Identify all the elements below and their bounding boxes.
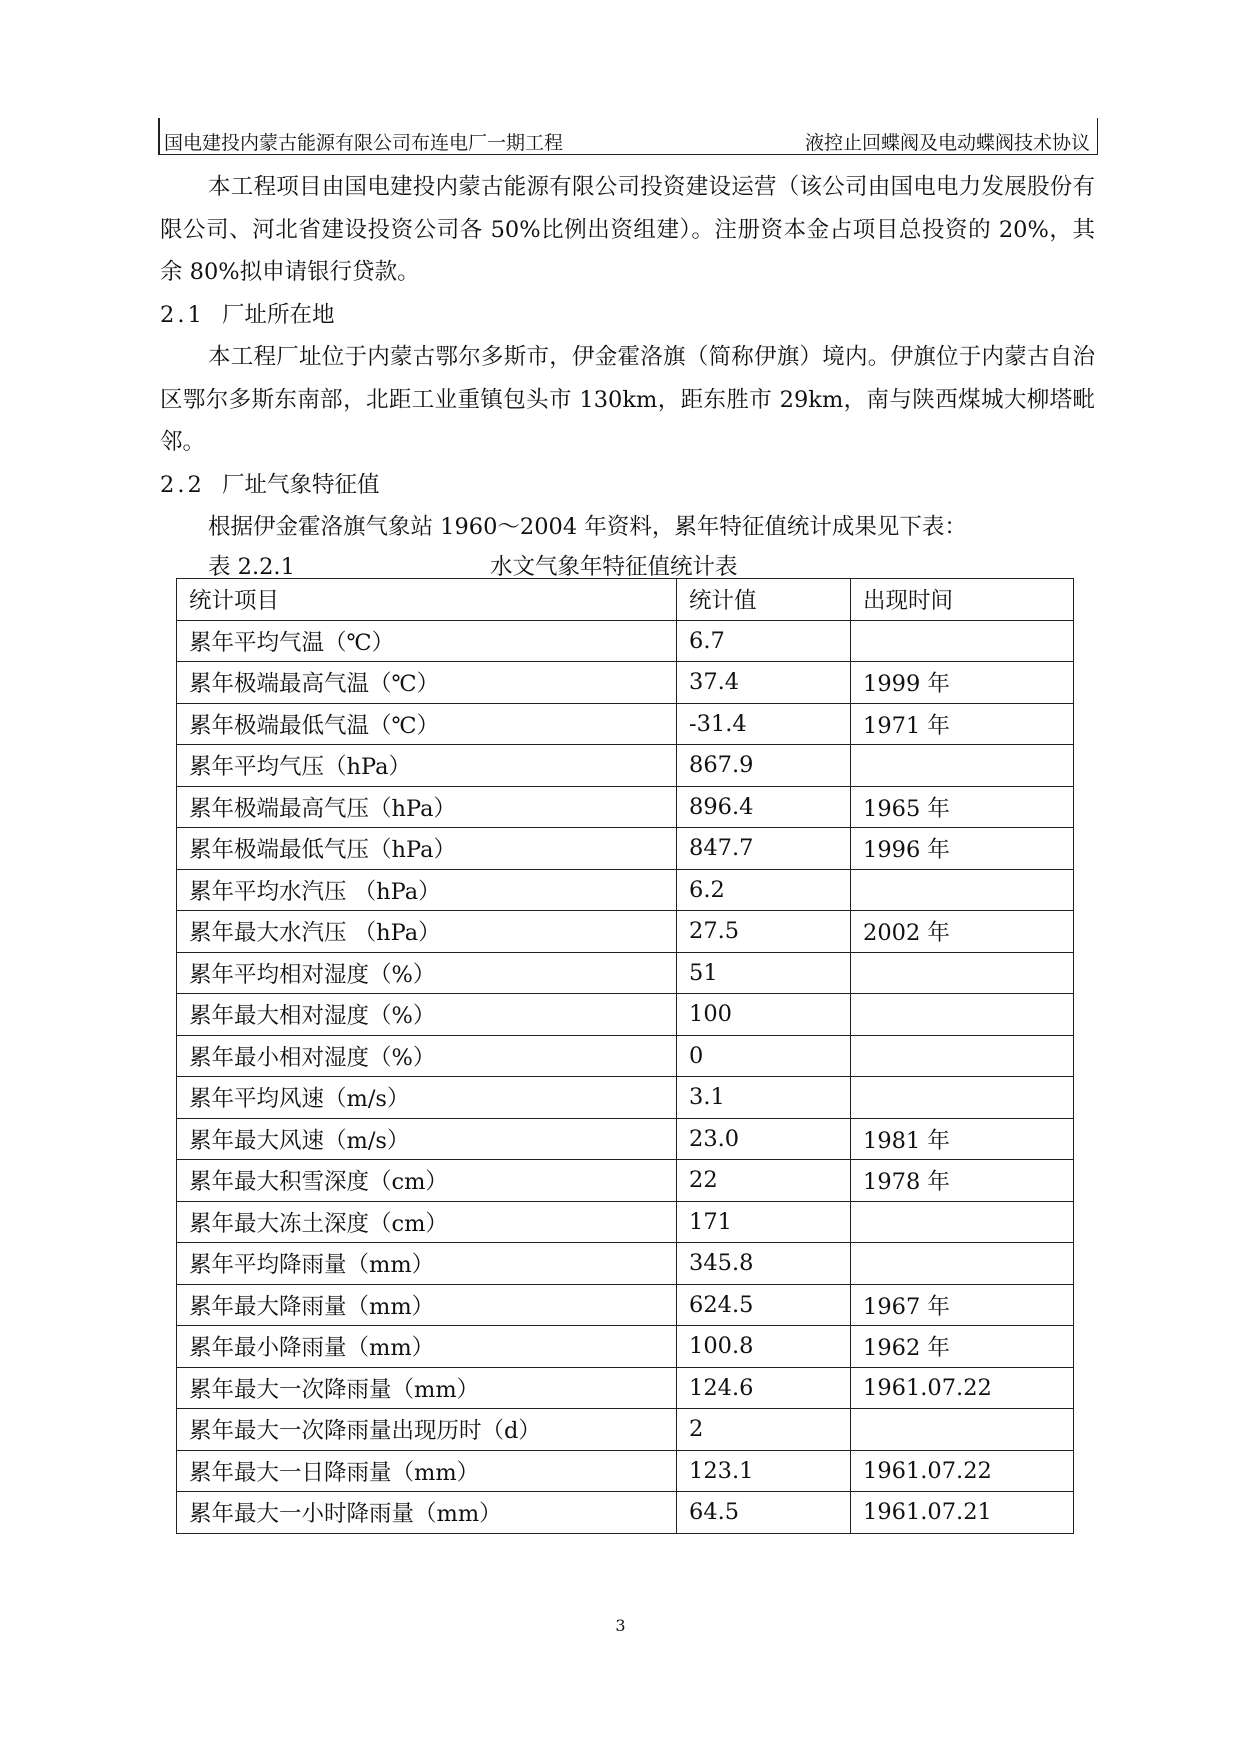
value-cell: 37.4 — [677, 662, 851, 704]
table-row — [177, 703, 1074, 745]
table-row — [177, 1450, 1074, 1492]
table-row — [177, 869, 1074, 911]
section-number: 2.1 — [160, 301, 205, 328]
table-row — [177, 1326, 1074, 1368]
table-row — [177, 994, 1074, 1036]
value-cell: 100 — [677, 994, 851, 1036]
header-left-rule — [158, 118, 160, 154]
item-cell: 累年极端最高气温（℃） — [177, 662, 677, 704]
page-header — [158, 118, 1098, 155]
date-cell — [851, 1077, 1074, 1119]
item-cell: 累年最大风速（m/s） — [177, 1118, 677, 1160]
item-cell: 累年最小相对湿度（%） — [177, 1035, 677, 1077]
table-row — [177, 745, 1074, 787]
date-cell: 1967 年 — [851, 1284, 1074, 1326]
table-row — [177, 1118, 1074, 1160]
table-row — [177, 1160, 1074, 1202]
table-row — [177, 1077, 1074, 1119]
header-project-name: 国电建投内蒙古能源有限公司布连电厂一期工程 — [164, 132, 564, 154]
table-row — [177, 1492, 1074, 1534]
date-cell: 1999 年 — [851, 662, 1074, 704]
site-location-paragraph: 本工程厂址位于内蒙古鄂尔多斯市，伊金霍洛旗（简称伊旗）境内。伊旗位于内蒙古自治区鄂尔多斯东南部，北距工业重镇包头市 130km，距东胜市 29km，南与陕西煤城大柳塔毗邻。 — [160, 344, 1095, 455]
header-cell: 统计值 — [677, 579, 851, 621]
table-row — [177, 1409, 1074, 1451]
value-cell: 896.4 — [677, 786, 851, 828]
item-cell: 累年最大冻土深度（cm） — [177, 1201, 677, 1243]
date-cell — [851, 869, 1074, 911]
date-cell — [851, 952, 1074, 994]
item-cell: 累年平均气温（℃） — [177, 620, 677, 662]
table-body — [177, 579, 1074, 1534]
date-cell — [851, 1035, 1074, 1077]
item-cell: 累年最小降雨量（mm） — [177, 1326, 677, 1368]
date-cell: 1965 年 — [851, 786, 1074, 828]
date-cell — [851, 745, 1074, 787]
item-cell: 累年平均水汽压 （hPa） — [177, 869, 677, 911]
table-row — [177, 662, 1074, 704]
section-title: 厂址所在地 — [222, 301, 335, 328]
item-cell: 累年平均风速（m/s） — [177, 1077, 677, 1119]
item-cell: 累年最大一小时降雨量（mm） — [177, 1492, 677, 1534]
value-cell: 171 — [677, 1201, 851, 1243]
value-cell: 100.8 — [677, 1326, 851, 1368]
value-cell: 123.1 — [677, 1450, 851, 1492]
date-cell: 1971 年 — [851, 703, 1074, 745]
value-cell: 23.0 — [677, 1118, 851, 1160]
page-number: 3 — [615, 1616, 626, 1635]
date-cell: 1996 年 — [851, 828, 1074, 870]
item-cell: 累年最大相对湿度（%） — [177, 994, 677, 1036]
table-row — [177, 952, 1074, 994]
value-cell: 27.5 — [677, 911, 851, 953]
date-cell: 2002 年 — [851, 911, 1074, 953]
date-cell — [851, 1201, 1074, 1243]
date-cell — [851, 994, 1074, 1036]
value-cell: -31.4 — [677, 703, 851, 745]
date-cell: 1961.07.21 — [851, 1492, 1074, 1534]
document-body — [160, 166, 1095, 585]
value-cell: 847.7 — [677, 828, 851, 870]
item-cell: 累年最大积雪深度（cm） — [177, 1160, 677, 1202]
date-cell — [851, 1243, 1074, 1285]
table-row — [177, 911, 1074, 953]
value-cell: 124.6 — [677, 1367, 851, 1409]
header-document-title: 液控止回蝶阀及电动蝶阀技术协议 — [804, 132, 1090, 154]
section-number: 2.2 — [160, 471, 205, 498]
item-cell: 累年平均气压（hPa） — [177, 745, 677, 787]
table-header-row — [177, 579, 1074, 621]
date-cell: 1978 年 — [851, 1160, 1074, 1202]
value-cell: 6.7 — [677, 620, 851, 662]
header-cell: 出现时间 — [851, 579, 1074, 621]
value-cell: 22 — [677, 1160, 851, 1202]
date-cell: 1961.07.22 — [851, 1450, 1074, 1492]
value-cell: 345.8 — [677, 1243, 851, 1285]
value-cell: 867.9 — [677, 745, 851, 787]
item-cell: 累年平均降雨量（mm） — [177, 1243, 677, 1285]
item-cell: 累年最大一日降雨量（mm） — [177, 1450, 677, 1492]
table-caption-title: 水文气象年特征值统计表 — [490, 553, 738, 580]
header-right-rule — [1097, 118, 1099, 154]
table-caption-number: 表 2.2.1 — [208, 553, 295, 580]
item-cell: 累年平均相对湿度（%） — [177, 952, 677, 994]
date-cell — [851, 620, 1074, 662]
meteorology-paragraph: 根据伊金霍洛旗气象站 1960～2004 年资料，累年特征值统计成果见下表： — [208, 514, 967, 540]
item-cell: 累年极端最低气温（℃） — [177, 703, 677, 745]
table-row — [177, 828, 1074, 870]
table-row — [177, 1035, 1074, 1077]
item-cell: 累年最大一次降雨量（mm） — [177, 1367, 677, 1409]
item-cell: 累年最大降雨量（mm） — [177, 1284, 677, 1326]
table-row — [177, 620, 1074, 662]
section-title: 厂址气象特征值 — [222, 471, 380, 498]
item-cell: 累年极端最低气压（hPa） — [177, 828, 677, 870]
value-cell: 64.5 — [677, 1492, 851, 1534]
date-cell: 1962 年 — [851, 1326, 1074, 1368]
meteorology-table — [176, 578, 1074, 1534]
section-heading-2-2 — [160, 464, 1095, 507]
value-cell: 6.2 — [677, 869, 851, 911]
date-cell: 1981 年 — [851, 1118, 1074, 1160]
date-cell — [851, 1409, 1074, 1451]
item-cell: 累年极端最高气压（hPa） — [177, 786, 677, 828]
table-row — [177, 786, 1074, 828]
item-cell: 累年最大水汽压 （hPa） — [177, 911, 677, 953]
intro-paragraph: 本工程项目由国电建投内蒙古能源有限公司投资建设运营（该公司由国电电力发展股份有限公司、河北省建设投资公司各 50%比例出资组建）。注册资本金占项目总投资的 20%，其余 80%拟申请银行贷款。 — [160, 174, 1095, 285]
value-cell: 3.1 — [677, 1077, 851, 1119]
item-cell: 累年最大一次降雨量出现历时（d） — [177, 1409, 677, 1451]
value-cell: 2 — [677, 1409, 851, 1451]
table-row — [177, 1243, 1074, 1285]
table-row — [177, 1367, 1074, 1409]
value-cell: 0 — [677, 1035, 851, 1077]
table-row — [177, 1201, 1074, 1243]
value-cell: 624.5 — [677, 1284, 851, 1326]
date-cell: 1961.07.22 — [851, 1367, 1074, 1409]
header-cell: 统计项目 — [177, 579, 677, 621]
value-cell: 51 — [677, 952, 851, 994]
section-heading-2-1 — [160, 294, 1095, 337]
table-row — [177, 1284, 1074, 1326]
